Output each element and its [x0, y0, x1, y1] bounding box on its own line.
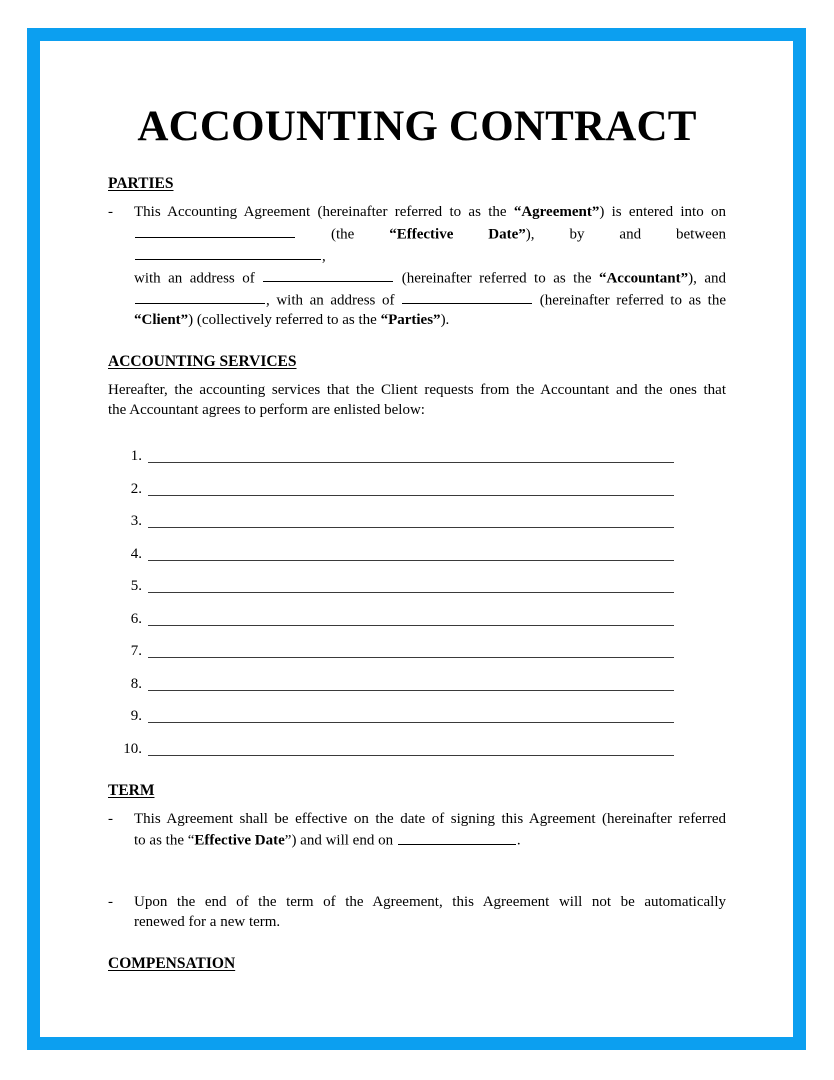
- parties-line-2: [134, 223, 726, 267]
- list-item: [108, 467, 726, 500]
- term-heading-row: [108, 782, 726, 800]
- term-b2-line-1: Upon the end of the term of the Agreement, this Agreement will not be automatically: [134, 894, 726, 911]
- compensation-heading-row: [108, 955, 726, 973]
- service-input-line-7[interactable]: [148, 657, 674, 658]
- parties-line-4: [134, 289, 726, 311]
- term-end-date-blank[interactable]: [398, 829, 516, 844]
- term-client-bold: “Client”: [134, 312, 189, 329]
- accounting-services-list: [108, 435, 726, 760]
- service-input-line-8[interactable]: [148, 690, 674, 691]
- term-effective-date-bold: “Effective Date”: [389, 226, 526, 243]
- list-item: [108, 695, 726, 728]
- client-address-blank[interactable]: [402, 289, 532, 304]
- parties-line2-d: ,: [322, 248, 326, 265]
- parties-line1-a: This Accounting Agreement (hereinafter referred to as the: [134, 204, 514, 221]
- service-input-line-6[interactable]: [148, 625, 674, 626]
- list-item-number: 6.: [130, 610, 142, 627]
- parties-heading-row: [108, 175, 726, 193]
- accounting-services-intro-line-1: Hereafter, the accounting services that the Client requests from the Accountant and the ones that: [108, 381, 726, 398]
- term-parties-bold: “Parties”: [380, 312, 441, 329]
- parties-line2-c: ), by and between: [525, 226, 726, 243]
- parties-bullet-paragraph: [108, 203, 726, 331]
- service-input-line-3[interactable]: [148, 527, 674, 528]
- client-name-blank[interactable]: [135, 289, 265, 304]
- service-input-line-9[interactable]: [148, 722, 674, 723]
- document-content: [108, 104, 726, 983]
- service-input-line-4[interactable]: [148, 560, 674, 561]
- parties-line-3: [134, 267, 726, 289]
- list-item: [108, 565, 726, 598]
- term-effective-date-bold-2: Effective Date: [194, 832, 285, 849]
- parties-line-1: [134, 203, 726, 223]
- bullet-dash-icon: -: [108, 810, 113, 827]
- service-input-line-2[interactable]: [148, 495, 674, 496]
- service-input-line-5[interactable]: [148, 592, 674, 593]
- list-item: [108, 532, 726, 565]
- list-item-number: 7.: [130, 643, 142, 660]
- list-item: [108, 662, 726, 695]
- bullet-dash-icon: -: [108, 894, 113, 911]
- term-agreement-bold: “Agreement”: [513, 204, 600, 221]
- term-b1-line2-a: to as the “: [134, 832, 195, 849]
- term-b2-line-2: renewed for a new term.: [134, 914, 281, 931]
- term-b1-line-1: This Agreement shall be effective on the date of signing this Agreement (hereinafter referred: [134, 810, 726, 827]
- list-item-number: 8.: [130, 675, 142, 692]
- bullet-dash-icon: -: [108, 204, 113, 221]
- accounting-services-intro-line-2: the Accountant agrees to perform are enlisted below:: [108, 401, 425, 418]
- accounting-services-heading-row: [108, 353, 726, 371]
- accountant-address-blank[interactable]: [263, 267, 393, 282]
- term-bullet-2-text: [134, 893, 726, 933]
- parties-line3-d: ), and: [688, 270, 727, 287]
- parties-line-5: [134, 311, 726, 331]
- parties-line2-a: (the: [330, 226, 390, 243]
- list-item: [108, 630, 726, 663]
- spacer-after-parties: [108, 331, 726, 353]
- list-item-number: 10.: [123, 740, 142, 757]
- parties-line1-c: ) is entered into on: [599, 204, 726, 221]
- term-bullet-1: [108, 810, 726, 852]
- term-accountant-bold: “Accountant”: [598, 270, 689, 287]
- list-item: [108, 435, 726, 468]
- parties-line3-a: with an address of: [134, 270, 255, 287]
- term-bullet-1-text: [134, 810, 726, 852]
- term-b1-line2-c: ”) and will end on: [284, 832, 394, 849]
- list-item-number: 2.: [130, 480, 142, 497]
- service-input-line-1[interactable]: [148, 462, 674, 463]
- effective-date-blank[interactable]: [135, 223, 295, 238]
- list-item-number: 3.: [130, 513, 142, 530]
- parties-line5-d: ).: [440, 312, 450, 329]
- page-title: ACCOUNTING CONTRACT: [137, 103, 697, 150]
- list-item: [108, 500, 726, 533]
- spacer-after-list: [108, 760, 726, 782]
- spacer-before-compensation: [108, 933, 726, 955]
- section-heading-term: TERM: [108, 781, 155, 799]
- spacer-between-term-bullets: [108, 851, 726, 893]
- accountant-name-blank[interactable]: [135, 245, 321, 260]
- term-b1-line-2: [134, 829, 726, 851]
- list-item-number: 1.: [130, 448, 142, 465]
- list-item: [108, 727, 726, 760]
- section-heading-parties: PARTIES: [108, 175, 174, 193]
- list-item-number: 9.: [130, 708, 142, 725]
- term-b1-line2-d: .: [516, 832, 521, 849]
- parties-line3-b: (hereinafter referred to as the: [401, 270, 599, 287]
- parties-line4-b: (hereinafter referred to as the: [539, 292, 727, 309]
- accounting-services-intro: [108, 381, 726, 421]
- parties-text: [134, 203, 726, 331]
- section-heading-accounting-services: ACCOUNTING SERVICES: [108, 352, 297, 370]
- list-item-number: 5.: [130, 578, 142, 595]
- section-heading-compensation: COMPENSATION: [108, 954, 236, 972]
- term-bullet-2: [108, 893, 726, 933]
- service-input-line-10[interactable]: [148, 755, 674, 756]
- parties-line5-b: ) (collectively referred to as the: [188, 312, 381, 329]
- list-item-number: 4.: [130, 545, 142, 562]
- list-item: [108, 597, 726, 630]
- parties-line4-a: , with an address of: [266, 292, 395, 309]
